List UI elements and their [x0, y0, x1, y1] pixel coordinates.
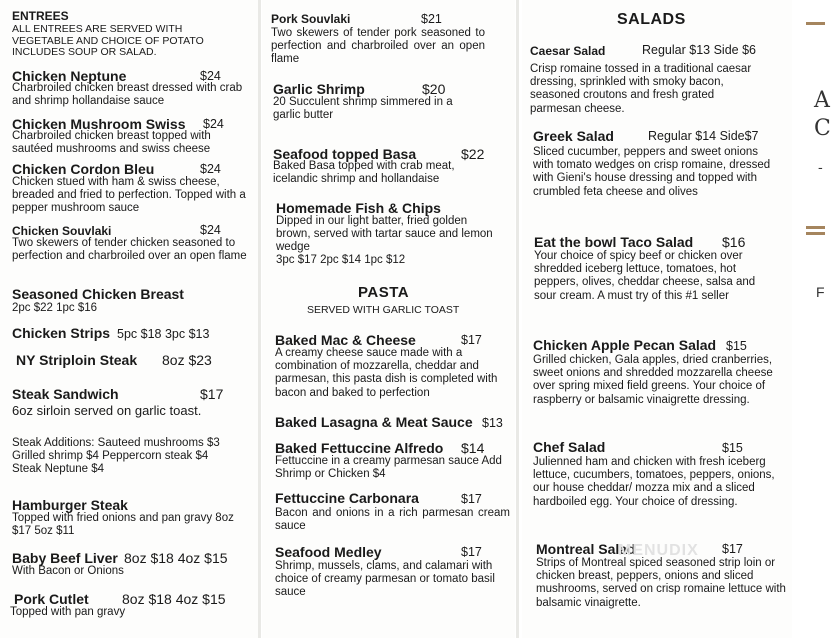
next-page-edge — [796, 0, 831, 638]
item-desc: Julienned ham and chicken with fresh iceberg lettuce, cucumbers, tomatoes, peppers, onions, our house cheddar/ mozza mix and a sliced hardboiled egg. Your choice of dressing. — [533, 456, 775, 508]
item-price: $17 — [200, 386, 224, 402]
item-price: 8oz $18 4oz $15 — [124, 550, 228, 566]
item-price: $13 — [482, 416, 503, 430]
item-name: Seafood topped Basa — [273, 146, 417, 162]
item-price: $17 — [722, 542, 743, 556]
item-price: $15 — [726, 339, 747, 353]
menu-page-mains-pasta — [262, 0, 515, 638]
item-name: Chef Salad — [533, 439, 606, 455]
item-name: Chicken Souvlaki — [12, 224, 112, 238]
item-name: NY Striploin Steak — [16, 352, 138, 368]
salads-title: SALADS — [617, 11, 686, 28]
item-desc: 6oz sirloin served on garlic toast. — [12, 403, 202, 418]
item-desc: A creamy cheese sauce made with a combination of mozzarella, cheddar and parmesan, this pasta dish is completed with bacon and baked to perfection — [275, 347, 498, 399]
item-desc: Sliced cucumber, peppers and sweet onions with tomato wedges on crisp romaine, dressed with Gieni's house dressing and topped with crumbled feta cheese and olives — [533, 146, 771, 198]
item-price: $24 — [200, 223, 221, 237]
item-price: Regular $13 Side $6 — [642, 43, 756, 57]
item-desc-prices: 3pc $17 2pc $14 1pc $12 — [276, 254, 406, 266]
item-price: $24 — [200, 69, 221, 83]
item-desc: Baked Basa topped with crab meat, icelandic shrimp and hollandaise — [273, 160, 455, 186]
item-desc: 20 Succulent shrimp simmered in a garlic butter — [273, 96, 453, 122]
item-name: Baked Lasagna & Meat Sauce — [275, 414, 473, 430]
item-name: Montreal Salad — [536, 541, 636, 557]
pasta-title: PASTA — [358, 284, 410, 301]
item-name: Hamburger Steak — [12, 497, 128, 513]
item-price: 8oz $23 — [162, 352, 212, 368]
item-price: $24 — [200, 162, 221, 176]
item-price: $20 — [422, 81, 446, 97]
watermark: MENUDIX — [618, 542, 699, 559]
accent-rule — [806, 22, 825, 25]
item-price: $17 — [461, 545, 482, 559]
item-name: Steak Sandwich — [12, 386, 119, 402]
item-name: Chicken Strips — [12, 325, 111, 341]
item-desc: Bacon and onions in a rich parmesan cream sauce — [275, 507, 510, 533]
item-price: $17 — [461, 333, 482, 347]
steak-additions: Steak Additions: Sauteed mushrooms $3 Grilled shrimp $4 Peppercorn steak $4 Steak Neptune $4 — [12, 437, 220, 476]
page-fold — [258, 0, 261, 638]
item-desc: Two skewers of tender pork seasoned to perfection and charbroiled over an open flame — [271, 27, 485, 66]
item-name: Baby Beef Liver — [12, 550, 118, 566]
item-name: Garlic Shrimp — [273, 81, 365, 97]
item-desc: Chicken stued with ham & swiss cheese, breaded and fried to perfection. Topped with a pepper mushroom sauce — [12, 176, 246, 215]
item-price: $24 — [203, 117, 224, 131]
item-price: 5pc $18 3pc $13 — [117, 327, 210, 341]
item-name: Baked Mac & Cheese — [275, 332, 416, 348]
item-desc: With Bacon or Onions — [12, 565, 124, 577]
entrees-note: ALL ENTREES ARE SERVED WITH VEGETABLE AND CHOICE OF POTATO INCLUDES SOUP OR SALAD. — [12, 23, 204, 58]
item-desc: Strips of Montreal spiced seasoned strip loin or chicken breast, peppers, onions and sliced mushrooms, served on crisp romaine lettuce with balsamic vinaigrette. — [536, 557, 786, 609]
item-desc: Fettuccine in a creamy parmesan sauce Add Shrimp or Chicken $4 — [275, 455, 502, 481]
item-desc: Dipped in our light batter, fried golden brown, served with tartar sauce and lemon wedge — [276, 215, 493, 254]
item-name: Greek Salad — [533, 128, 614, 144]
item-price: $15 — [722, 441, 743, 455]
item-desc: Shrimp, mussels, clams, and calamari with choice of creamy parmesan or tomato basil sauce — [275, 560, 495, 599]
item-name: Seasoned Chicken Breast — [12, 286, 184, 302]
item-name: Chicken Apple Pecan Salad — [533, 337, 717, 353]
item-price: 8oz $18 4oz $15 — [122, 591, 226, 607]
cut-off-letter: F — [816, 284, 825, 300]
cut-off-letter: - — [818, 160, 823, 176]
item-desc: Your choice of spicy beef or chicken over shredded iceberg lettuce, tomatoes, hot peppers, olives, cheddar cheese, salsa and sour cream. A must try of this #1 seller — [534, 250, 756, 302]
item-name: Caesar Salad — [530, 44, 606, 58]
item-desc: Charbroiled chicken breast dressed with crab and shrimp hollandaise sauce — [12, 82, 243, 108]
cut-off-letter: A — [814, 88, 830, 113]
menu-page-entrees — [0, 0, 258, 638]
item-name: Chicken Neptune — [12, 68, 127, 84]
accent-rule — [806, 226, 825, 229]
item-desc: 2pc $22 1pc $16 — [12, 302, 98, 314]
item-name: Chicken Mushroom Swiss — [12, 116, 186, 132]
item-name: Pork Cutlet — [14, 591, 89, 607]
item-name: Fettuccine Carbonara — [275, 490, 419, 506]
cut-off-letter: C — [814, 116, 831, 141]
item-desc: Topped with fried onions and pan gravy 8oz $17 5oz $11 — [12, 512, 234, 538]
pasta-note: SERVED WITH GARLIC TOAST — [307, 304, 460, 316]
item-desc: Two skewers of tender chicken seasoned to perfection and charbroiled over an open flame — [12, 237, 247, 263]
item-desc: Topped with pan gravy — [10, 606, 126, 618]
entrees-header: ENTREES — [12, 9, 69, 23]
item-desc: Charbroiled chicken breast topped with sautéed mushrooms and swiss cheese — [12, 130, 211, 156]
item-name: Eat the bowl Taco Salad — [534, 234, 694, 250]
item-name: Chicken Cordon Bleu — [12, 161, 155, 177]
accent-rule — [806, 232, 825, 235]
item-name: Baked Fettuccine Alfredo — [275, 440, 444, 456]
page-fold — [516, 0, 519, 638]
item-price: $17 — [461, 492, 482, 506]
item-price: Regular $14 Side$7 — [648, 129, 759, 143]
item-desc: Grilled chicken, Gala apples, dried cranberries, sweet onions and shredded mozzarella cheese over spring mixed field greens. Your choice of raspberry or balsamic vinaigrette dressing. — [533, 354, 773, 406]
item-price: $21 — [421, 12, 442, 26]
item-price: $22 — [461, 146, 485, 162]
item-price: $16 — [722, 234, 746, 250]
item-name: Seafood Medley — [275, 544, 382, 560]
item-desc: Crisp romaine tossed in a traditional caesar dressing, sprinkled with smoky bacon, seasoned croutons and fresh grated parmesan cheese. — [530, 63, 752, 115]
item-name: Pork Souvlaki — [271, 12, 351, 26]
item-price: $14 — [461, 440, 485, 456]
item-name: Homemade Fish & Chips — [276, 200, 441, 216]
